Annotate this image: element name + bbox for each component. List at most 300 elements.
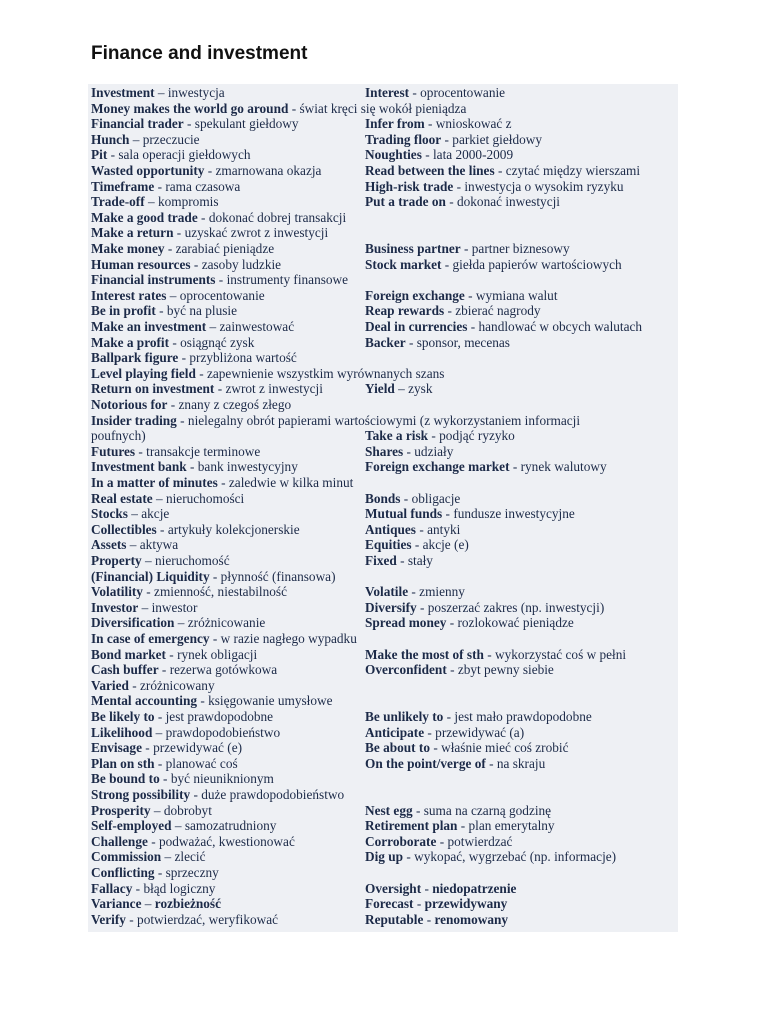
entry-definition: zmarnowana okazja: [215, 163, 322, 178]
glossary-entry-left: [91, 116, 361, 132]
entry-separator: -: [409, 85, 421, 100]
entry-separator: –: [144, 194, 158, 210]
glossary-entry-left: [91, 194, 361, 210]
entry-definition: oprocentowanie: [420, 85, 506, 100]
entry-term: Variance: [91, 896, 142, 912]
entry-definition: przewidywać (e): [153, 740, 243, 756]
entry-definition: poufnych): [91, 428, 146, 444]
glossary-entry-right: [365, 491, 460, 507]
glossary-entry-full: [91, 366, 691, 382]
entry-separator: –: [394, 381, 409, 397]
entry-definition: transakcje terminowe: [146, 443, 261, 459]
entry-definition: zapewnienie wszystkim wyrównanych szans: [206, 365, 445, 381]
glossary-entry-right: [365, 740, 568, 756]
entry-definition: kompromis: [157, 194, 219, 210]
entry-term: Make money: [91, 241, 165, 256]
glossary-entry-full: [91, 350, 691, 366]
glossary-entry-left: [91, 335, 361, 351]
entry-separator: -: [416, 599, 428, 615]
glossary-entry-right: [365, 849, 616, 865]
entry-definition: płynność (finansowa): [220, 568, 336, 584]
glossary-entry-left: [91, 522, 361, 538]
entry-definition: osiągnąć zysk: [180, 334, 255, 350]
entry-separator: -: [135, 443, 147, 459]
glossary-entry-full: [91, 225, 691, 241]
glossary-entry-left: [91, 381, 361, 397]
entry-separator: -: [423, 911, 435, 927]
entry-definition: akcje: [141, 506, 170, 522]
glossary-entry-full: [91, 475, 691, 491]
entry-definition: rynek walutowy: [520, 459, 607, 475]
entry-definition: planować coś: [165, 755, 238, 771]
entry-definition: obligacje: [411, 490, 461, 506]
glossary-entry-left: [91, 459, 361, 475]
entry-definition: zmienność, niestabilność: [154, 584, 287, 600]
entry-definition: świat kręci się wokół pieniądza: [299, 100, 467, 116]
glossary-entry-right: [365, 132, 542, 148]
entry-separator: -: [460, 241, 472, 256]
entry-separator: -: [154, 755, 166, 771]
entry-separator: -: [485, 755, 497, 771]
entry-term: Cash buffer: [91, 662, 159, 678]
glossary-entry-left: [91, 756, 361, 772]
entry-term: In a matter of minutes: [91, 475, 218, 490]
glossary-entry-right: [365, 896, 507, 912]
entry-term: Be about to: [365, 740, 431, 756]
entry-definition: rozbieżność: [154, 896, 222, 912]
glossary-entry-right: [365, 553, 433, 569]
glossary-entry-left: [91, 85, 361, 101]
entry-separator: -: [125, 911, 138, 927]
entry-definition: rama czasowa: [165, 178, 241, 194]
entry-term: Overconfident: [365, 662, 447, 678]
entry-separator: –: [206, 319, 220, 334]
entry-definition: sprzeczny: [165, 865, 219, 880]
entry-definition: sala operacji giełdowych: [118, 147, 251, 163]
glossary-entry-full: [91, 210, 691, 226]
entry-separator: -: [441, 131, 453, 147]
glossary-entry-right: [365, 881, 516, 897]
entry-separator: -: [173, 225, 185, 241]
entry-definition: prawdopodobieństwo: [165, 724, 281, 740]
entry-definition: właśnie mieć coś zrobić: [441, 740, 569, 756]
glossary-entry-right: [365, 522, 460, 538]
entry-term: Make a good trade: [91, 209, 198, 225]
entry-separator: -: [443, 709, 455, 724]
entry-definition: samozatrudniony: [184, 818, 277, 834]
entry-term: Mutual funds: [365, 506, 443, 522]
entry-separator: -: [178, 350, 190, 366]
entry-term: Property: [91, 553, 142, 568]
entry-separator: -: [197, 209, 209, 225]
glossary: [88, 84, 678, 932]
entry-definition: wnioskować z: [435, 116, 512, 132]
entry-definition: potwierdzać: [447, 833, 513, 849]
entry-definition: aktywa: [139, 537, 179, 553]
glossary-entry-left: [91, 803, 361, 819]
glossary-entry-right: [365, 834, 512, 850]
glossary-entry-left: [91, 241, 361, 257]
entry-definition: poszerzać zakres (np. inwestycji): [427, 599, 605, 615]
entry-definition: antyki: [427, 521, 461, 537]
glossary-entry-left: [91, 849, 361, 865]
entry-term: Human resources: [91, 256, 191, 272]
entry-definition: wykopać, wygrzebać (np. informacje): [414, 849, 617, 865]
glossary-entry-left: [91, 834, 361, 850]
entry-term: Diversify: [365, 599, 417, 615]
glossary-entry-left: [91, 179, 361, 195]
entry-separator: -: [107, 147, 119, 163]
entry-definition: wykorzystać coś w pełni: [495, 646, 627, 662]
entry-term: Volatility: [91, 584, 143, 600]
entry-term: Forecast: [365, 896, 414, 912]
entry-term: Yield: [365, 381, 395, 397]
entry-definition: inwestor: [151, 599, 198, 615]
entry-definition: wymiana walut: [475, 287, 558, 303]
entry-definition: fundusze inwestycyjne: [453, 506, 575, 522]
glossary-entry-right: [365, 803, 551, 819]
entry-term: Anticipate: [365, 724, 425, 740]
entry-term: Commission: [91, 849, 162, 865]
entry-definition: przybliżona wartość: [189, 350, 297, 366]
entry-separator: -: [195, 365, 207, 381]
entry-term: Antiques: [365, 521, 416, 537]
entry-term: Fixed: [365, 553, 397, 568]
entry-separator: –: [138, 599, 152, 615]
entry-definition: sponsor, mecenas: [416, 334, 510, 350]
entry-separator: -: [165, 646, 178, 662]
entry-definition: inwestycja: [167, 85, 225, 100]
glossary-entry-right: [365, 381, 432, 397]
entry-term: Read between the lines: [365, 163, 495, 178]
entry-term: Pit: [91, 147, 108, 163]
entry-term: Oversight: [365, 880, 422, 896]
entry-term: Financial trader: [91, 116, 184, 132]
entry-term: Investment bank: [91, 459, 187, 475]
entry-definition: suma na czarną godzinę: [423, 802, 552, 818]
entry-definition: dokonać inwestycji: [456, 194, 560, 210]
entry-definition: być na plusie: [166, 303, 238, 319]
entry-definition: plan emerytalny: [468, 818, 555, 834]
glossary-entry-left: [91, 896, 361, 912]
entry-separator: -: [190, 256, 202, 272]
entry-separator: -: [428, 428, 440, 444]
entry-separator: -: [158, 662, 170, 678]
entry-definition: podjąć ryzyko: [439, 428, 515, 444]
entry-definition: nieruchomość: [155, 553, 230, 568]
entry-separator: -: [169, 334, 181, 350]
entry-term: Trading floor: [365, 131, 442, 147]
entry-separator: -: [128, 677, 141, 693]
glossary-entry-left: [91, 647, 361, 663]
entry-term: Foreign exchange: [365, 287, 465, 303]
entry-term: Corroborate: [365, 833, 437, 849]
entry-definition: przewidywany: [424, 896, 508, 912]
entry-separator: -: [403, 849, 415, 865]
entry-separator: -: [186, 459, 198, 475]
entry-definition: zainwestować: [219, 319, 295, 334]
glossary-entry-right: [365, 116, 511, 132]
entry-separator: -: [154, 709, 166, 724]
entry-separator: –: [171, 818, 185, 834]
glossary-entry-full: [91, 413, 691, 429]
entry-definition: rynek obligacji: [177, 646, 258, 662]
entry-definition: bank inwestycyjny: [197, 459, 298, 475]
entry-separator: -: [413, 896, 425, 912]
entry-definition: zbyt pewny siebie: [457, 662, 554, 678]
entry-term: Interest: [365, 85, 410, 100]
glossary-entry-right: [365, 319, 642, 335]
entry-separator: -: [164, 241, 176, 256]
glossary-entry-full: [91, 693, 691, 709]
entry-separator: -: [288, 100, 300, 116]
glossary-entry-left: [91, 303, 361, 319]
glossary-entry-left: [91, 319, 361, 335]
glossary-entry-right: [365, 241, 570, 257]
glossary-entry-left: [91, 444, 361, 460]
entry-definition: zbierać nagrody: [455, 303, 541, 319]
entry-term: Envisage: [91, 740, 142, 756]
entry-separator: -: [147, 833, 159, 849]
entry-separator: -: [424, 724, 436, 740]
entry-term: Strong possibility: [91, 787, 191, 802]
entry-separator: -: [183, 116, 195, 132]
glossary-entry-left: [91, 740, 361, 756]
entry-term: Noughties: [365, 147, 422, 163]
entry-definition: błąd logiczny: [143, 880, 216, 896]
entry-term: Stock market: [365, 256, 442, 272]
entry-separator: –: [161, 849, 175, 865]
entry-term: Shares: [365, 443, 404, 459]
entry-term: Return on investment: [91, 381, 215, 397]
glossary-entry-full: [91, 678, 691, 694]
entry-definition: artykuły kolekcjonerskie: [167, 521, 300, 537]
entry-term: Ballpark figure: [91, 350, 179, 366]
entry-definition: zwrot z inwestycji: [225, 381, 323, 397]
entry-definition: instrumenty finansowe: [226, 272, 349, 288]
entry-separator: -: [453, 178, 465, 194]
entry-definition: parkiet giełdowy: [452, 131, 543, 147]
entry-separator: -: [215, 272, 227, 288]
glossary-entry-right: [365, 459, 607, 475]
entry-definition: być nieuniknionym: [170, 771, 274, 787]
glossary-entry-right: [365, 147, 513, 163]
glossary-entry-left: [91, 912, 361, 928]
entry-separator: -: [467, 319, 479, 334]
glossary-entry-right: [365, 818, 555, 834]
glossary-entry-right: [365, 912, 508, 928]
entry-separator: -: [209, 631, 221, 646]
entry-separator: -: [154, 865, 166, 880]
entry-separator: -: [132, 880, 144, 896]
entry-separator: -: [412, 802, 424, 818]
entry-separator: -: [442, 506, 454, 522]
entry-term: Be likely to: [91, 709, 155, 724]
glossary-entry-right: [365, 709, 592, 725]
entry-separator: -: [156, 521, 168, 537]
glossary-entry-left: [91, 288, 361, 304]
entry-separator: -: [209, 568, 221, 584]
entry-term: Make a return: [91, 225, 174, 241]
entry-definition: rezerwa gotówkowa: [169, 662, 278, 678]
entry-definition: przewidywać (a): [435, 724, 525, 740]
entry-term: Foreign exchange market: [365, 459, 510, 475]
entry-separator: -: [396, 553, 408, 568]
entry-term: High-risk trade: [365, 178, 454, 194]
glossary-entry-full: [91, 397, 691, 413]
glossary-entry-right: [365, 647, 626, 663]
entry-separator: –: [174, 615, 188, 631]
entry-definition: handlować w obcych walutach: [478, 319, 643, 334]
entry-definition: spekulant giełdowy: [194, 116, 299, 132]
entry-separator: -: [204, 163, 216, 178]
entry-term: Equities: [365, 537, 412, 553]
glossary-entry-full: [91, 787, 691, 803]
entry-separator: -: [405, 334, 417, 350]
glossary-entry-right: [365, 288, 558, 304]
entry-separator: -: [421, 880, 433, 896]
entry-separator: –: [141, 896, 155, 912]
entry-term: Notorious for: [91, 397, 168, 412]
entry-term: Bonds: [365, 490, 401, 506]
entry-separator: -: [154, 178, 166, 194]
entry-separator: -: [446, 615, 458, 631]
entry-term: Insider trading: [91, 412, 177, 428]
glossary-entry-full: [91, 631, 691, 647]
glossary-entry-left: [91, 881, 361, 897]
entry-separator: -: [141, 740, 154, 756]
entry-definition: dobrobyt: [163, 802, 212, 818]
entry-term: Bond market: [91, 646, 166, 662]
entry-definition: zmienny: [419, 584, 465, 600]
entry-term: Wasted opportunity: [91, 163, 205, 178]
entry-definition: renomowany: [434, 911, 509, 927]
entry-definition: dokonać dobrej transakcji: [208, 209, 347, 225]
entry-separator: -: [176, 412, 188, 428]
entry-definition: oprocentowanie: [179, 287, 265, 303]
entry-definition: zarabiać pieniądze: [175, 241, 275, 256]
entry-term: Deal in currencies: [365, 319, 468, 334]
glossary-entry-right: [365, 194, 560, 210]
glossary-entry-full: [91, 272, 691, 288]
entry-term: Spread money: [365, 615, 447, 631]
glossary-entry-left: [91, 491, 361, 507]
entry-definition: inwestycja o wysokim ryzyku: [464, 178, 624, 194]
glossary-entry-full: [91, 771, 691, 787]
entry-separator: -: [509, 459, 521, 475]
glossary-entry-right: [365, 600, 604, 616]
entry-term: Make the most of sth: [365, 646, 484, 662]
entry-term: Hunch: [91, 131, 130, 147]
entry-definition: akcje (e): [422, 537, 469, 553]
entry-term: Dig up: [365, 849, 404, 865]
entry-definition: duże prawdopodobieństwo: [201, 787, 345, 802]
entry-definition: księgowanie umysłowe: [208, 693, 333, 709]
glossary-entry-full: [91, 569, 691, 585]
entry-term: Reputable: [365, 911, 424, 927]
entry-definition: zróżnicowany: [140, 677, 215, 693]
entry-definition: udziały: [414, 443, 454, 459]
entry-separator: -: [190, 787, 202, 802]
entry-definition: lata 2000-2009: [432, 147, 514, 163]
entry-definition: niedopatrzenie: [432, 880, 517, 896]
entry-term: Interest rates: [91, 287, 167, 303]
entry-term: Volatile: [365, 584, 409, 600]
glossary-entry-right: [365, 506, 575, 522]
glossary-entry-left: [91, 147, 361, 163]
entry-term: Self-employed: [91, 818, 172, 834]
page-title: Finance and investment: [91, 43, 308, 64]
entry-term: Mental accounting: [91, 693, 197, 709]
entry-term: Assets: [91, 537, 127, 553]
entry-separator: -: [436, 833, 448, 849]
entry-term: Fallacy: [91, 880, 133, 896]
glossary-entry-left: [91, 818, 361, 834]
entry-definition: jest prawdopodobne: [165, 709, 274, 724]
entry-separator: –: [141, 553, 156, 568]
glossary-entry-left: [91, 600, 361, 616]
glossary-entry-right: [365, 756, 545, 772]
entry-separator: –: [152, 724, 166, 740]
entry-term: Be unlikely to: [365, 709, 444, 724]
entry-term: Retirement plan: [365, 818, 458, 834]
entry-separator: -: [494, 163, 506, 178]
entry-term: Investment: [91, 85, 155, 100]
entry-term: Make an investment: [91, 319, 207, 334]
entry-definition: czytać między wierszami: [505, 163, 641, 178]
glossary-entry-right: [365, 584, 465, 600]
entry-term: In case of emergency: [91, 631, 210, 646]
entry-term: Infer from: [365, 116, 425, 132]
entry-term: Reap rewards: [365, 303, 445, 319]
entry-term: Diversification: [91, 615, 175, 631]
glossary-entry-right: [365, 662, 554, 678]
glossary-entry-left: [91, 662, 361, 678]
glossary-entry-left: [91, 709, 361, 725]
entry-term: Backer: [365, 334, 406, 350]
entry-term: (Financial) Liquidity: [91, 568, 210, 584]
entry-term: Likelihood: [91, 724, 153, 740]
glossary-entry-left: [91, 537, 361, 553]
entry-term: Futures: [91, 443, 136, 459]
entry-term: Put a trade on: [365, 194, 446, 210]
entry-definition: zlecić: [174, 849, 206, 865]
entry-term: Be bound to: [91, 771, 160, 787]
glossary-entry-right: [365, 428, 515, 444]
entry-term: Prosperity: [91, 802, 151, 818]
entry-definition: zysk: [408, 381, 433, 397]
entry-separator: -: [464, 287, 476, 303]
glossary-entry-left: [91, 132, 361, 148]
entry-definition: potwierdzać, weryfikować: [137, 911, 279, 927]
glossary-entry-left: [91, 553, 361, 569]
entry-separator: -: [483, 646, 495, 662]
glossary-entry-left: [91, 615, 361, 631]
entry-term: Trade-off: [91, 194, 145, 210]
entry-definition: stały: [407, 553, 433, 568]
glossary-entry-right: [365, 179, 624, 195]
entry-separator: -: [155, 303, 167, 319]
glossary-entry-left: [91, 257, 361, 273]
entry-separator: -: [416, 521, 428, 537]
entry-definition: giełda papierów wartościowych: [452, 256, 622, 272]
entry-separator: –: [154, 85, 168, 100]
entry-term: Conflicting: [91, 865, 155, 880]
entry-definition: na skraju: [496, 755, 546, 771]
entry-separator: -: [159, 771, 171, 787]
entry-term: Be in profit: [91, 303, 156, 319]
glossary-entry-left: [91, 725, 361, 741]
